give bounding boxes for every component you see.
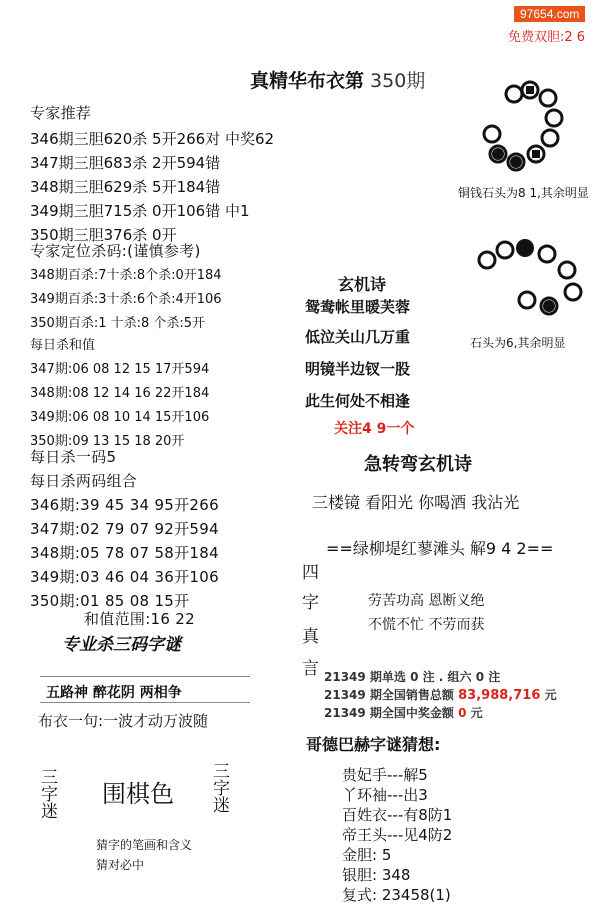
buyi-line: 布衣一句:一波才动万波随 <box>38 712 209 730</box>
expert-heading: 专家推荐 <box>30 104 92 122</box>
riddle-right-label: 三字迷 <box>209 762 229 813</box>
four-char: 字 <box>302 593 319 613</box>
goedel-clue: 丫环袖---出3 <box>342 786 428 804</box>
goedel-clue: 贵妃手---解5 <box>342 766 428 784</box>
four-char-line: 不慌不忙 不劳而获 <box>368 617 485 633</box>
two-kill-row: 348期:05 78 07 58开184 <box>30 544 219 562</box>
position-row: 348期百杀:7十杀:8个杀:0开184 <box>30 268 222 283</box>
sum-range: 和值范围:16 22 <box>84 610 195 628</box>
goedel-clue: 复式: 23458(1) <box>342 886 451 904</box>
focus-note: 关注4 9一个 <box>334 421 415 437</box>
position-heading: 专家定位杀码:(谨慎参考) <box>30 242 201 260</box>
xuanji-title: 玄机诗 <box>338 275 387 294</box>
expert-row: 350期三胆376杀 0开 <box>30 226 177 244</box>
expert-row: 348期三胆629杀 5开184错 <box>30 178 221 196</box>
two-kill-row: 346期:39 45 34 95开266 <box>30 496 219 514</box>
divider <box>40 676 250 677</box>
stat-unit: 元 <box>470 706 483 720</box>
xuanji-line: 低泣关山几万重 <box>305 328 411 346</box>
goedel-clue: 帝王头---见4防2 <box>342 826 453 844</box>
goedel-clue: 银胆: 348 <box>342 866 411 884</box>
stone-chain-icon <box>465 236 585 326</box>
jizhuan-title: 急转弯玄机诗 <box>364 454 472 475</box>
title-text: 真精华布衣第 <box>250 70 365 92</box>
site-badge[interactable]: 97654.com <box>514 6 585 22</box>
sum-kill-row: 347期:06 08 12 15 17开594 <box>30 362 210 377</box>
expert-row: 347期三胆683杀 2开594错 <box>30 154 221 172</box>
position-row: 350期百杀:1 十杀:8 个杀:5开 <box>30 316 206 331</box>
riddle-main: 围棋色 <box>102 780 174 808</box>
goedel-clue: 金胆: 5 <box>342 846 392 864</box>
page-title <box>250 66 425 93</box>
position-row: 349期百杀:3十杀:6个杀:4开106 <box>30 292 222 307</box>
sales-amount: 83,988,716 <box>458 688 541 703</box>
expert-row: 346期三胆620杀 5开266对 中奖62 <box>30 130 275 148</box>
two-kill-row: 347期:02 79 07 92开594 <box>30 520 219 538</box>
stat-label: 21349 期全国销售总额 <box>324 688 454 702</box>
stat-line <box>324 686 557 703</box>
expert-row: 349期三胆715杀 0开106错 中1 <box>30 202 250 220</box>
prize-amount: 0 <box>458 706 467 720</box>
four-char: 四 <box>302 563 319 583</box>
sum-kill-row: 350期:09 13 15 18 20开 <box>30 434 185 449</box>
five-road-line: 五路神 醉花阴 两相争 <box>46 685 182 701</box>
stat-line: 21349 期单选 0 注 . 组六 0 注 <box>324 670 501 684</box>
coin-chain-icon <box>470 78 570 178</box>
jizhuan-line: 三楼镜 看阳光 你喝酒 我沾光 <box>312 493 520 512</box>
xuanji-line: 明镜半边钗一股 <box>305 360 411 378</box>
xuanji-line: 鸳鸯帐里暖芙蓉 <box>305 298 411 316</box>
coin1-note: 铜钱石头为8 1,其余明显 <box>458 186 589 200</box>
riddle-hint: 猜字的笔画和含义 <box>96 838 193 852</box>
four-char: 言 <box>302 659 319 679</box>
xuanji-line: 此生何处不相逢 <box>305 392 411 410</box>
sum-kill-row: 349期:06 08 10 14 15开106 <box>30 410 210 425</box>
two-kill-heading: 每日杀两码组合 <box>30 472 138 490</box>
two-kill-row: 349期:03 46 04 36开106 <box>30 568 219 586</box>
free-bonus-label: 免费双胆:2 6 <box>508 30 586 45</box>
stat-unit: 元 <box>544 688 557 702</box>
riddle-hint: 猜对必中 <box>96 858 145 872</box>
issue-number: 350期 <box>370 70 426 92</box>
riddle-left-label: 三字迷 <box>37 768 57 819</box>
coin2-note: 石头为6,其余明显 <box>470 336 566 350</box>
goedel-clue: 百姓衣---有8防1 <box>342 806 453 824</box>
one-kill: 每日杀一码5 <box>30 448 117 466</box>
stat-line <box>324 704 483 721</box>
two-kill-row: 350期:01 85 08 15开 <box>30 592 190 610</box>
four-char: 真 <box>302 627 319 647</box>
sum-kill-heading: 每日杀和值 <box>30 338 96 353</box>
sum-kill-row: 348期:08 12 14 16 22开184 <box>30 386 210 401</box>
goedel-title: 哥德巴赫字谜猜想: <box>306 735 441 754</box>
four-char-line: 劳苦功高 恩断义绝 <box>368 593 485 609</box>
jizhuan-equation: ==绿柳堤红蓼滩头 解9 4 2== <box>326 539 554 558</box>
divider <box>40 702 250 703</box>
stat-label: 21349 期全国中奖金额 <box>324 706 454 720</box>
three-code-title: 专业杀三码字谜 <box>62 635 181 655</box>
